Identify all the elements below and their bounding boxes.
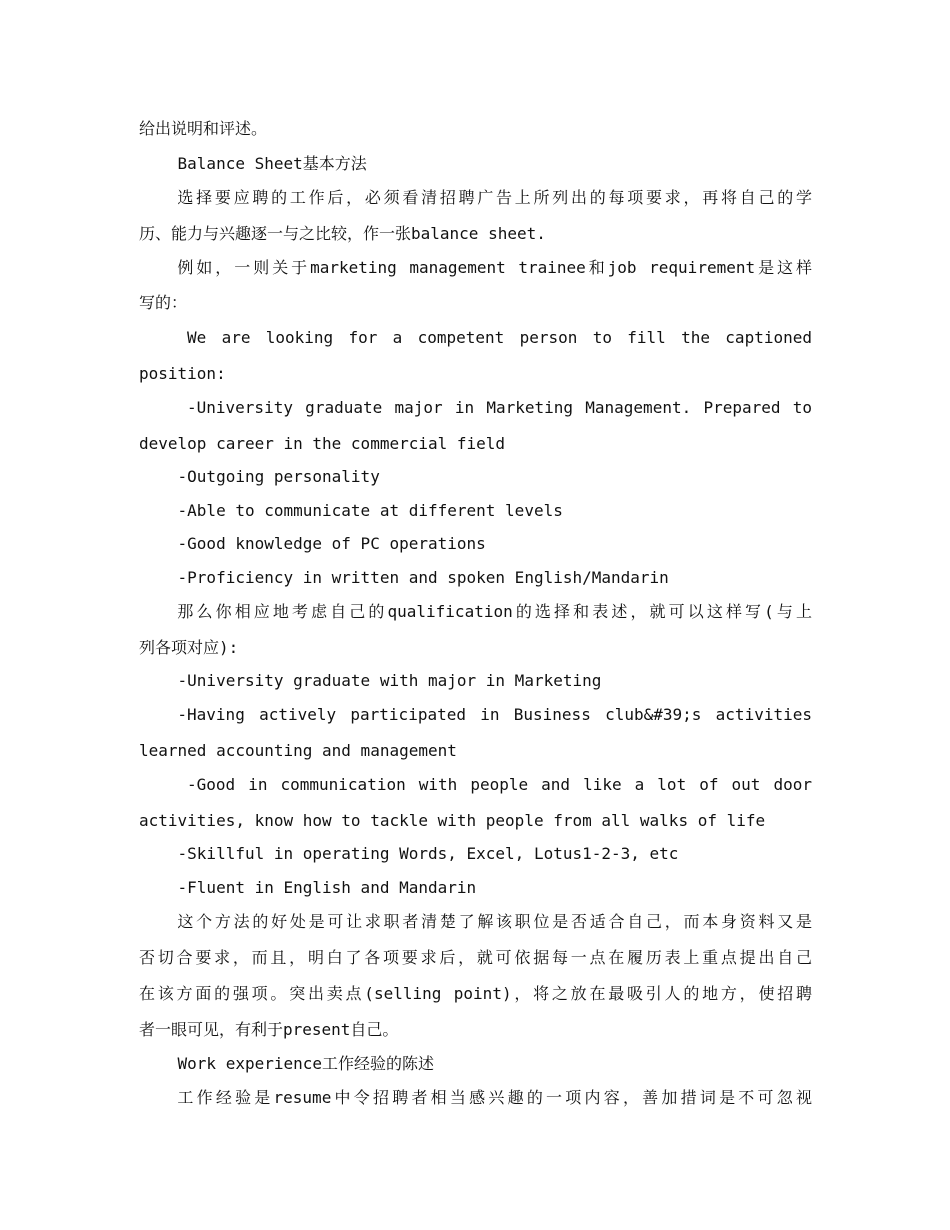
list-item: -Having actively participated in Business club&#39;s activities — [177, 705, 812, 724]
list-item: -Good in communication with people and like a lot of out door — [187, 775, 812, 794]
text-line: 给出说明和评述。 — [139, 119, 268, 138]
text-line: develop career in the commercial field — [139, 434, 506, 453]
section-heading: Balance Sheet基本方法 — [139, 154, 367, 173]
text-line: activities, know how to tackle with people from all walks of life — [139, 811, 766, 830]
list-item: -Skillful in operating Words, Excel, Lotus1-2-3, etc — [139, 844, 679, 863]
text-line: 那么你相应地考虑自己的qualification的选择和表述，就可以这样写(与上 — [177, 602, 812, 621]
text-line: 例如，一则关于marketing management trainee和job requirement是这样 — [177, 258, 812, 277]
list-item: -Proficiency in written and spoken English/Mandarin — [139, 568, 669, 587]
text-line: position: — [139, 364, 226, 383]
text-line: 选择要应聘的工作后，必须看清招聘广告上所列出的每项要求，再将自己的学 — [177, 188, 812, 207]
text-line: We are looking for a competent person to fill the captioned — [187, 328, 812, 347]
text-line: 列各项对应): — [139, 638, 239, 657]
text-line: -University graduate major in Marketing Management. Prepared to — [187, 398, 812, 417]
text-line: 历、能力与兴趣逐一与之比较，作一张balance sheet. — [139, 224, 546, 243]
list-item: -Able to communicate at different levels — [139, 501, 563, 520]
text-line: 写的： — [139, 293, 188, 312]
list-item: -Fluent in English and Mandarin — [139, 878, 477, 897]
list-item: -Outgoing personality — [139, 467, 380, 486]
text-line: 否切合要求，而且，明白了各项要求后，就可依据每一点在履历表上重点提出自己 — [139, 948, 812, 967]
text-line: 这个方法的好处是可让求职者清楚了解该职位是否适合自己，而本身资料又是 — [177, 912, 812, 931]
list-item: -University graduate with major in Marketing — [139, 671, 602, 690]
text-line: 者一眼可见，有利于present自己。 — [139, 1020, 399, 1039]
section-heading: Work experience工作经验的陈述 — [139, 1054, 435, 1073]
text-line: 工作经验是resume中令招聘者相当感兴趣的一项内容，善加措词是不可忽视 — [177, 1088, 812, 1107]
list-item: -Good knowledge of PC operations — [139, 534, 486, 553]
text-line: learned accounting and management — [139, 741, 457, 760]
text-line: 在该方面的强项。突出卖点(selling point)，将之放在最吸引人的地方，使招聘 — [139, 984, 812, 1003]
